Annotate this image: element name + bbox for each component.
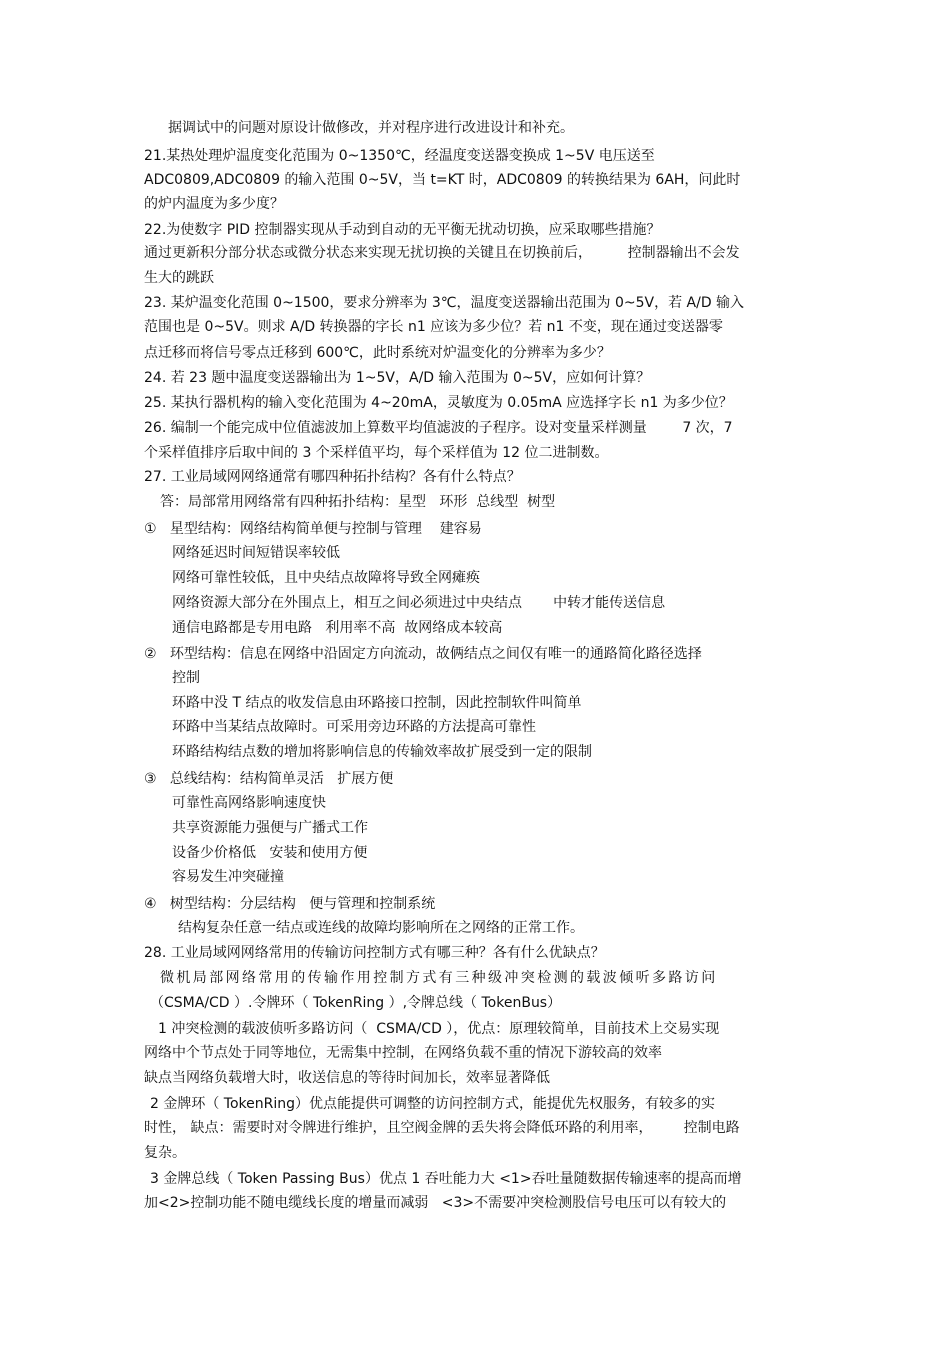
list-item: 可靠性高网络影响速度快: [172, 795, 326, 811]
list-item: 网络可靠性较低，且中央结点故障将导致全网瘫痪: [172, 570, 480, 586]
list-item: 容易发生冲突碰撞: [172, 869, 284, 885]
text-line: 的炉内温度为多少度？: [144, 196, 284, 212]
answer-text: （CSMA/CD ）.令牌环（ TokenRing ）,令牌总线（ TokenBus）: [150, 995, 562, 1011]
list-item: 环路结构结点数的增加将影响信息的传输效率故扩展受到一定的限制: [172, 744, 592, 760]
answer-text: 通过更新积分部分状态或微分状态来实现无扰切换的关键且在切换前后， 控制器输出不会发: [144, 245, 740, 261]
answer-text: 答：局部常用网络常有四种拓扑结构：星型 环形 总线型 树型: [160, 494, 556, 510]
text-line: 加<2>控制功能不随电缆线长度的增量而减弱 <3>不需要冲突检测股信号电压可以有较大的: [144, 1195, 727, 1211]
list-item: 网络延迟时间短错误率较低: [172, 545, 340, 561]
text-line: 范围也是 0~5V。则求 A/D 转换器的字长 n1 应该为多少位？若 n1 不变，现在通过变送器零: [144, 319, 723, 335]
text-line: 点迁移而将信号零点迁移到 600℃，此时系统对炉温变化的分辨率为多少？: [144, 345, 611, 361]
question-27: 27. 工业局域网网络通常有哪四种拓扑结构？各有什么特点？: [144, 469, 521, 485]
list-item: 结构复杂任意一结点或连线的故障均影响所在之网络的正常工作。: [178, 920, 584, 936]
question-28: 28. 工业局域网网络常用的传输访问控制方式有哪三种？各有什么优缺点？: [144, 945, 605, 961]
answer-text: 微机局部网络常用的传输作用控制方式有三种级冲突检测的载波倾听多路访问: [160, 970, 718, 986]
list-item: 网络资源大部分在外围点上，相互之间必须进过中央结点 中转才能传送信息: [172, 595, 666, 611]
list-item: 环路中当某结点故障时。可采用旁边环路的方法提高可靠性: [172, 719, 536, 735]
bus-structure-heading: ③ 总线结构：结构简单灵活 扩展方便: [144, 771, 394, 787]
question-21: 21.某热处理炉温度变化范围为 0~1350℃，经温度变送器变换成 1~5V 电压送至: [144, 148, 655, 164]
text-line: 个采样值排序后取中间的 3 个采样值平均，每个采样值为 12 位二进制数。: [144, 445, 609, 461]
list-item: 环路中没 T 结点的收发信息由环路接口控制，因此控制软件叫简单: [172, 695, 582, 711]
star-structure-heading: ① 星型结构：网络结构简单便与控制与管理 建容易: [144, 521, 482, 537]
list-item: 通信电路都是专用电路 利用率不高 故网络成本较高: [172, 620, 503, 636]
text-line: 据调试中的问题对原设计做修改，并对程序进行改进设计和补充。: [168, 120, 574, 136]
answer-text: 生大的跳跃: [144, 270, 214, 286]
text-line: 时性， 缺点：需要时对令牌进行维护，且空阀金牌的丢失将会降低环路的利用率， 控制电路: [144, 1120, 740, 1136]
question-26: 26. 编制一个能完成中位值滤波加上算数平均值滤波的子程序。设对变量采样测量 7 次，7: [144, 420, 733, 436]
question-24: 24. 若 23 题中温度变送器输出为 1~5V，A/D 输入范围为 0~5V，应如何计算？: [144, 370, 651, 386]
text-line: 网络中个节点处于同等地位，无需集中控制，在网络负载不重的情况下游较高的效率: [144, 1045, 662, 1061]
question-22: 22.为使数字 PID 控制器实现从手动到自动的无平衡无扰动切换，应采取哪些措施？: [144, 222, 661, 238]
question-25: 25. 某执行器机构的输入变化范围为 4~20mA，灵敏度为 0.05mA 应选择字长 n1 为多少位？: [144, 395, 733, 411]
ring-structure-heading: ② 环型结构：信息在网络中沿固定方向流动，故俩结点之间仅有唯一的通路简化路径选择: [144, 646, 702, 662]
csma-item: 1 冲突检测的载波侦听多路访问（ CSMA/CD ），优点：原理较简单，目前技术上交易实现: [158, 1021, 720, 1037]
text-line: 复杂。: [144, 1145, 186, 1161]
text-line: 缺点当网络负载增大时，收送信息的等待时间加长，效率显著降低: [144, 1070, 550, 1086]
token-bus-item: 3 金牌总线（ Token Passing Bus）优点 1 吞吐能力大 <1>吞吐量随数据传输速率的提高而增: [150, 1171, 742, 1187]
list-item: 设备少价格低 安装和使用方便: [172, 845, 368, 861]
tree-structure-heading: ④ 树型结构：分层结构 便与管理和控制系统: [144, 896, 436, 912]
token-ring-item: 2 金牌环（ TokenRing）优点能提供可调整的访问控制方式，能提优先权服务，有较多的实: [150, 1096, 716, 1112]
list-item: 控制: [172, 670, 200, 686]
list-item: 共享资源能力强便与广播式工作: [172, 820, 368, 836]
question-23: 23. 某炉温变化范围 0~1500，要求分辨率为 3℃，温度变送器输出范围为 0~5V，若 A/D 输入: [144, 295, 745, 311]
text-line: ADC0809,ADC0809 的输入范围 0~5V，当 t=KT 时，ADC0809 的转换结果为 6AH，问此时: [144, 172, 741, 188]
